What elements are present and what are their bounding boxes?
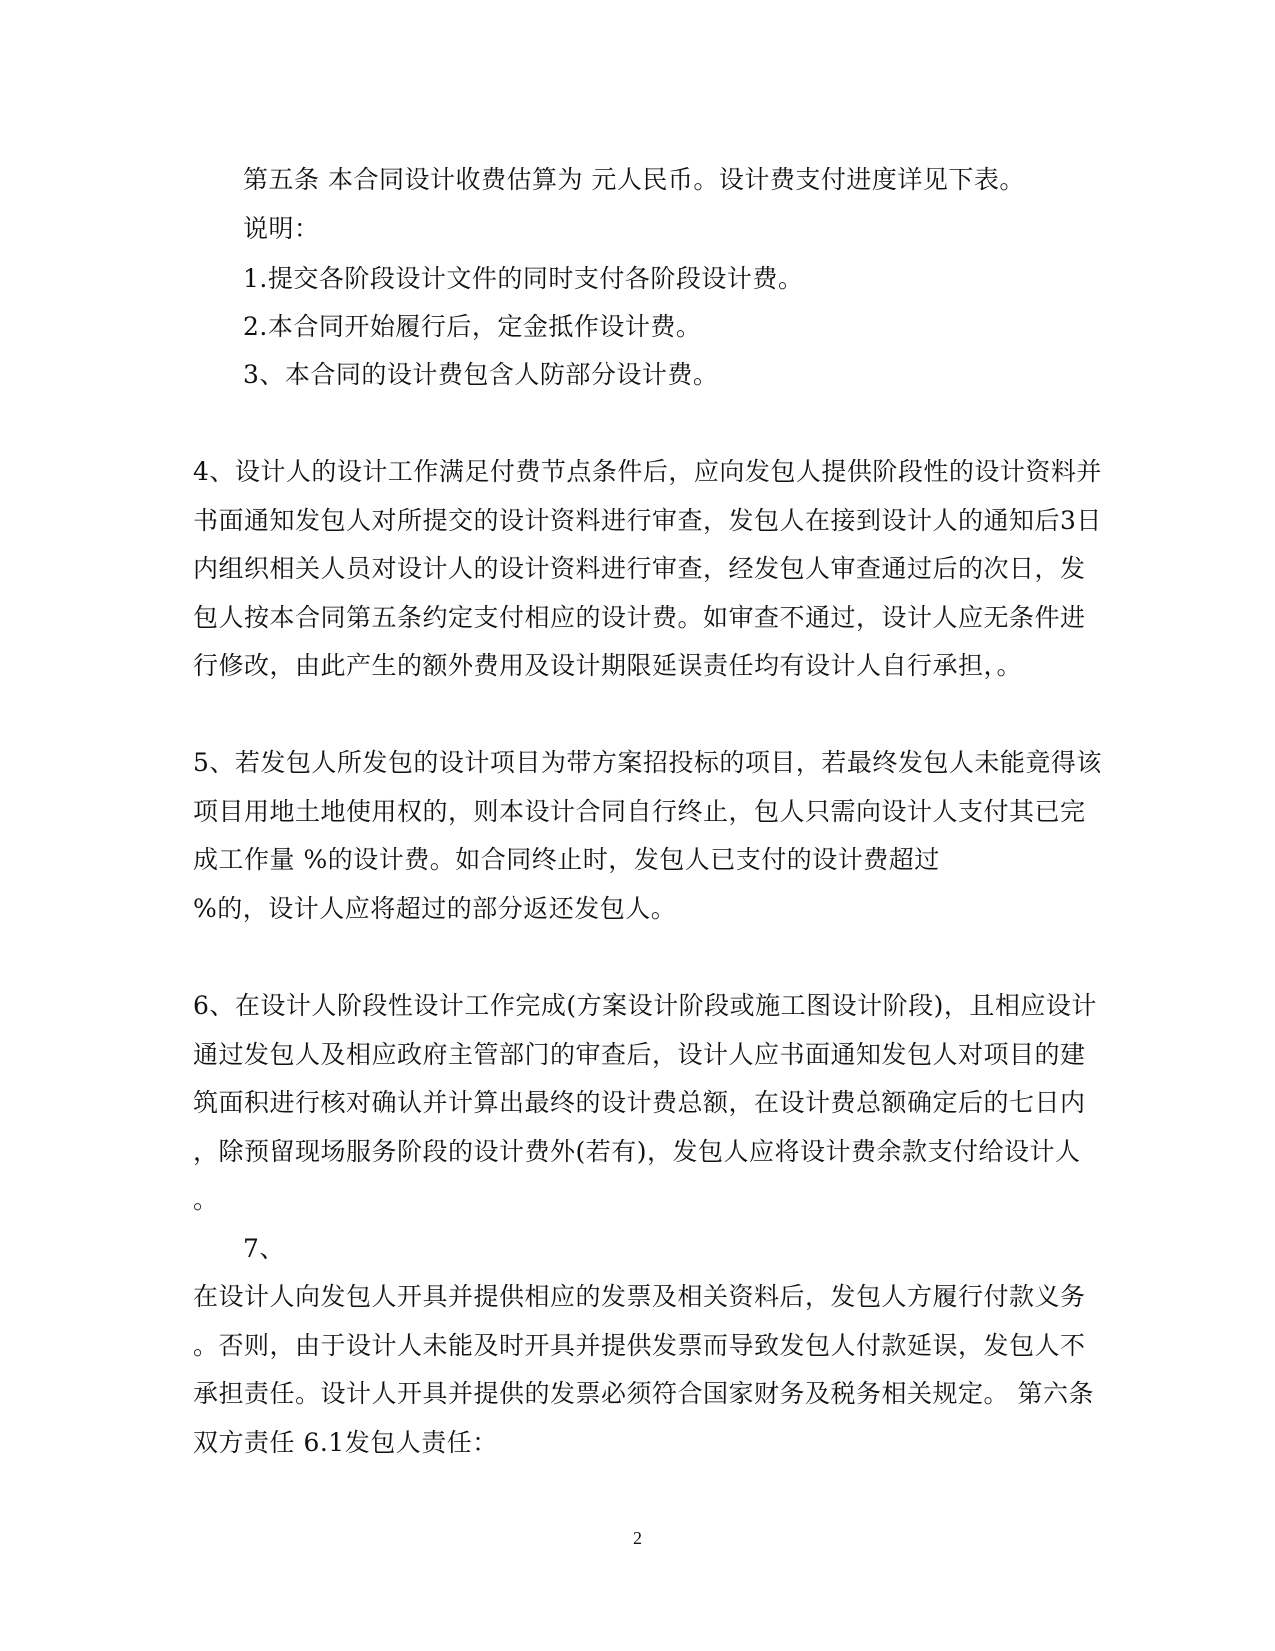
para6-line: 筑面积进行核对确认并计算出最终的设计费总额，在设计费总额确定后的七日内 (193, 1088, 1086, 1117)
para7-line: 在设计人向发包人开具并提供相应的发票及相关资料后，发包人方履行付款义务 (193, 1282, 1086, 1311)
note-item-1: 1.提交各阶段设计文件的同时支付各阶段设计费。 (243, 264, 804, 293)
para4-line: 行修改，由此产生的额外费用及设计期限延误责任均有设计人自行承担，。 (193, 651, 1023, 680)
para4-line: 内组织相关人员对设计人的设计资料进行审查，经发包人审查通过后的次日，发 (193, 554, 1086, 583)
para5-line: 项目用地土地使用权的，则本设计合同自行终止，包人只需向设计人支付其已完 (193, 797, 1086, 826)
para6-line: 通过发包人及相应政府主管部门的审查后，设计人应书面通知发包人对项目的建 (193, 1040, 1086, 1069)
para6-line: ，除预留现场服务阶段的设计费外(若有)，发包人应将设计费余款支付给设计人 (193, 1137, 1081, 1166)
note-item-3: 3、本合同的设计费包含人防部分设计费。 (243, 360, 719, 389)
para4-line: 4、设计人的设计工作满足付费节点条件后，应向发包人提供阶段性的设计资料并 (193, 457, 1102, 486)
para7-line: 。否则，由于设计人未能及时开具并提供发票而导致发包人付款延误，发包人不 (193, 1331, 1086, 1360)
para5-line: %的，设计人应将超过的部分返还发包人。 (193, 894, 677, 923)
para6-line: 6、在设计人阶段性设计工作完成(方案设计阶段或施工图设计阶段)，且相应设计 (193, 991, 1097, 1020)
para7-number: 7、 (243, 1234, 285, 1263)
para4-line: 书面通知发包人对所提交的设计资料进行审查，发包人在接到设计人的通知后3日 (193, 506, 1102, 535)
para5-line: 5、若发包人所发包的设计项目为带方案招投标的项目，若最终发包人未能竟得该 (193, 748, 1102, 777)
note-item-2: 2.本合同开始履行后，定金抵作设计费。 (243, 312, 702, 341)
page-number: 2 (633, 1528, 642, 1548)
clause5-title: 第五条 本合同设计收费估算为 元人民币。设计费支付进度详见下表。 (243, 165, 1025, 194)
para4-line: 包人按本合同第五条约定支付相应的设计费。如审查不通过，设计人应无条件进 (193, 603, 1086, 632)
para7-line: 承担责任。设计人开具并提供的发票必须符合国家财务及税务相关规定。 第六条 (193, 1379, 1094, 1408)
note-label: 说明： (243, 214, 320, 243)
para7-line: 双方责任 6.1发包人责任： (193, 1428, 498, 1457)
para5-line: 成工作量 %的设计费。如合同终止时，发包人已支付的设计费超过 (193, 845, 940, 874)
para6-line: 。 (193, 1185, 219, 1214)
